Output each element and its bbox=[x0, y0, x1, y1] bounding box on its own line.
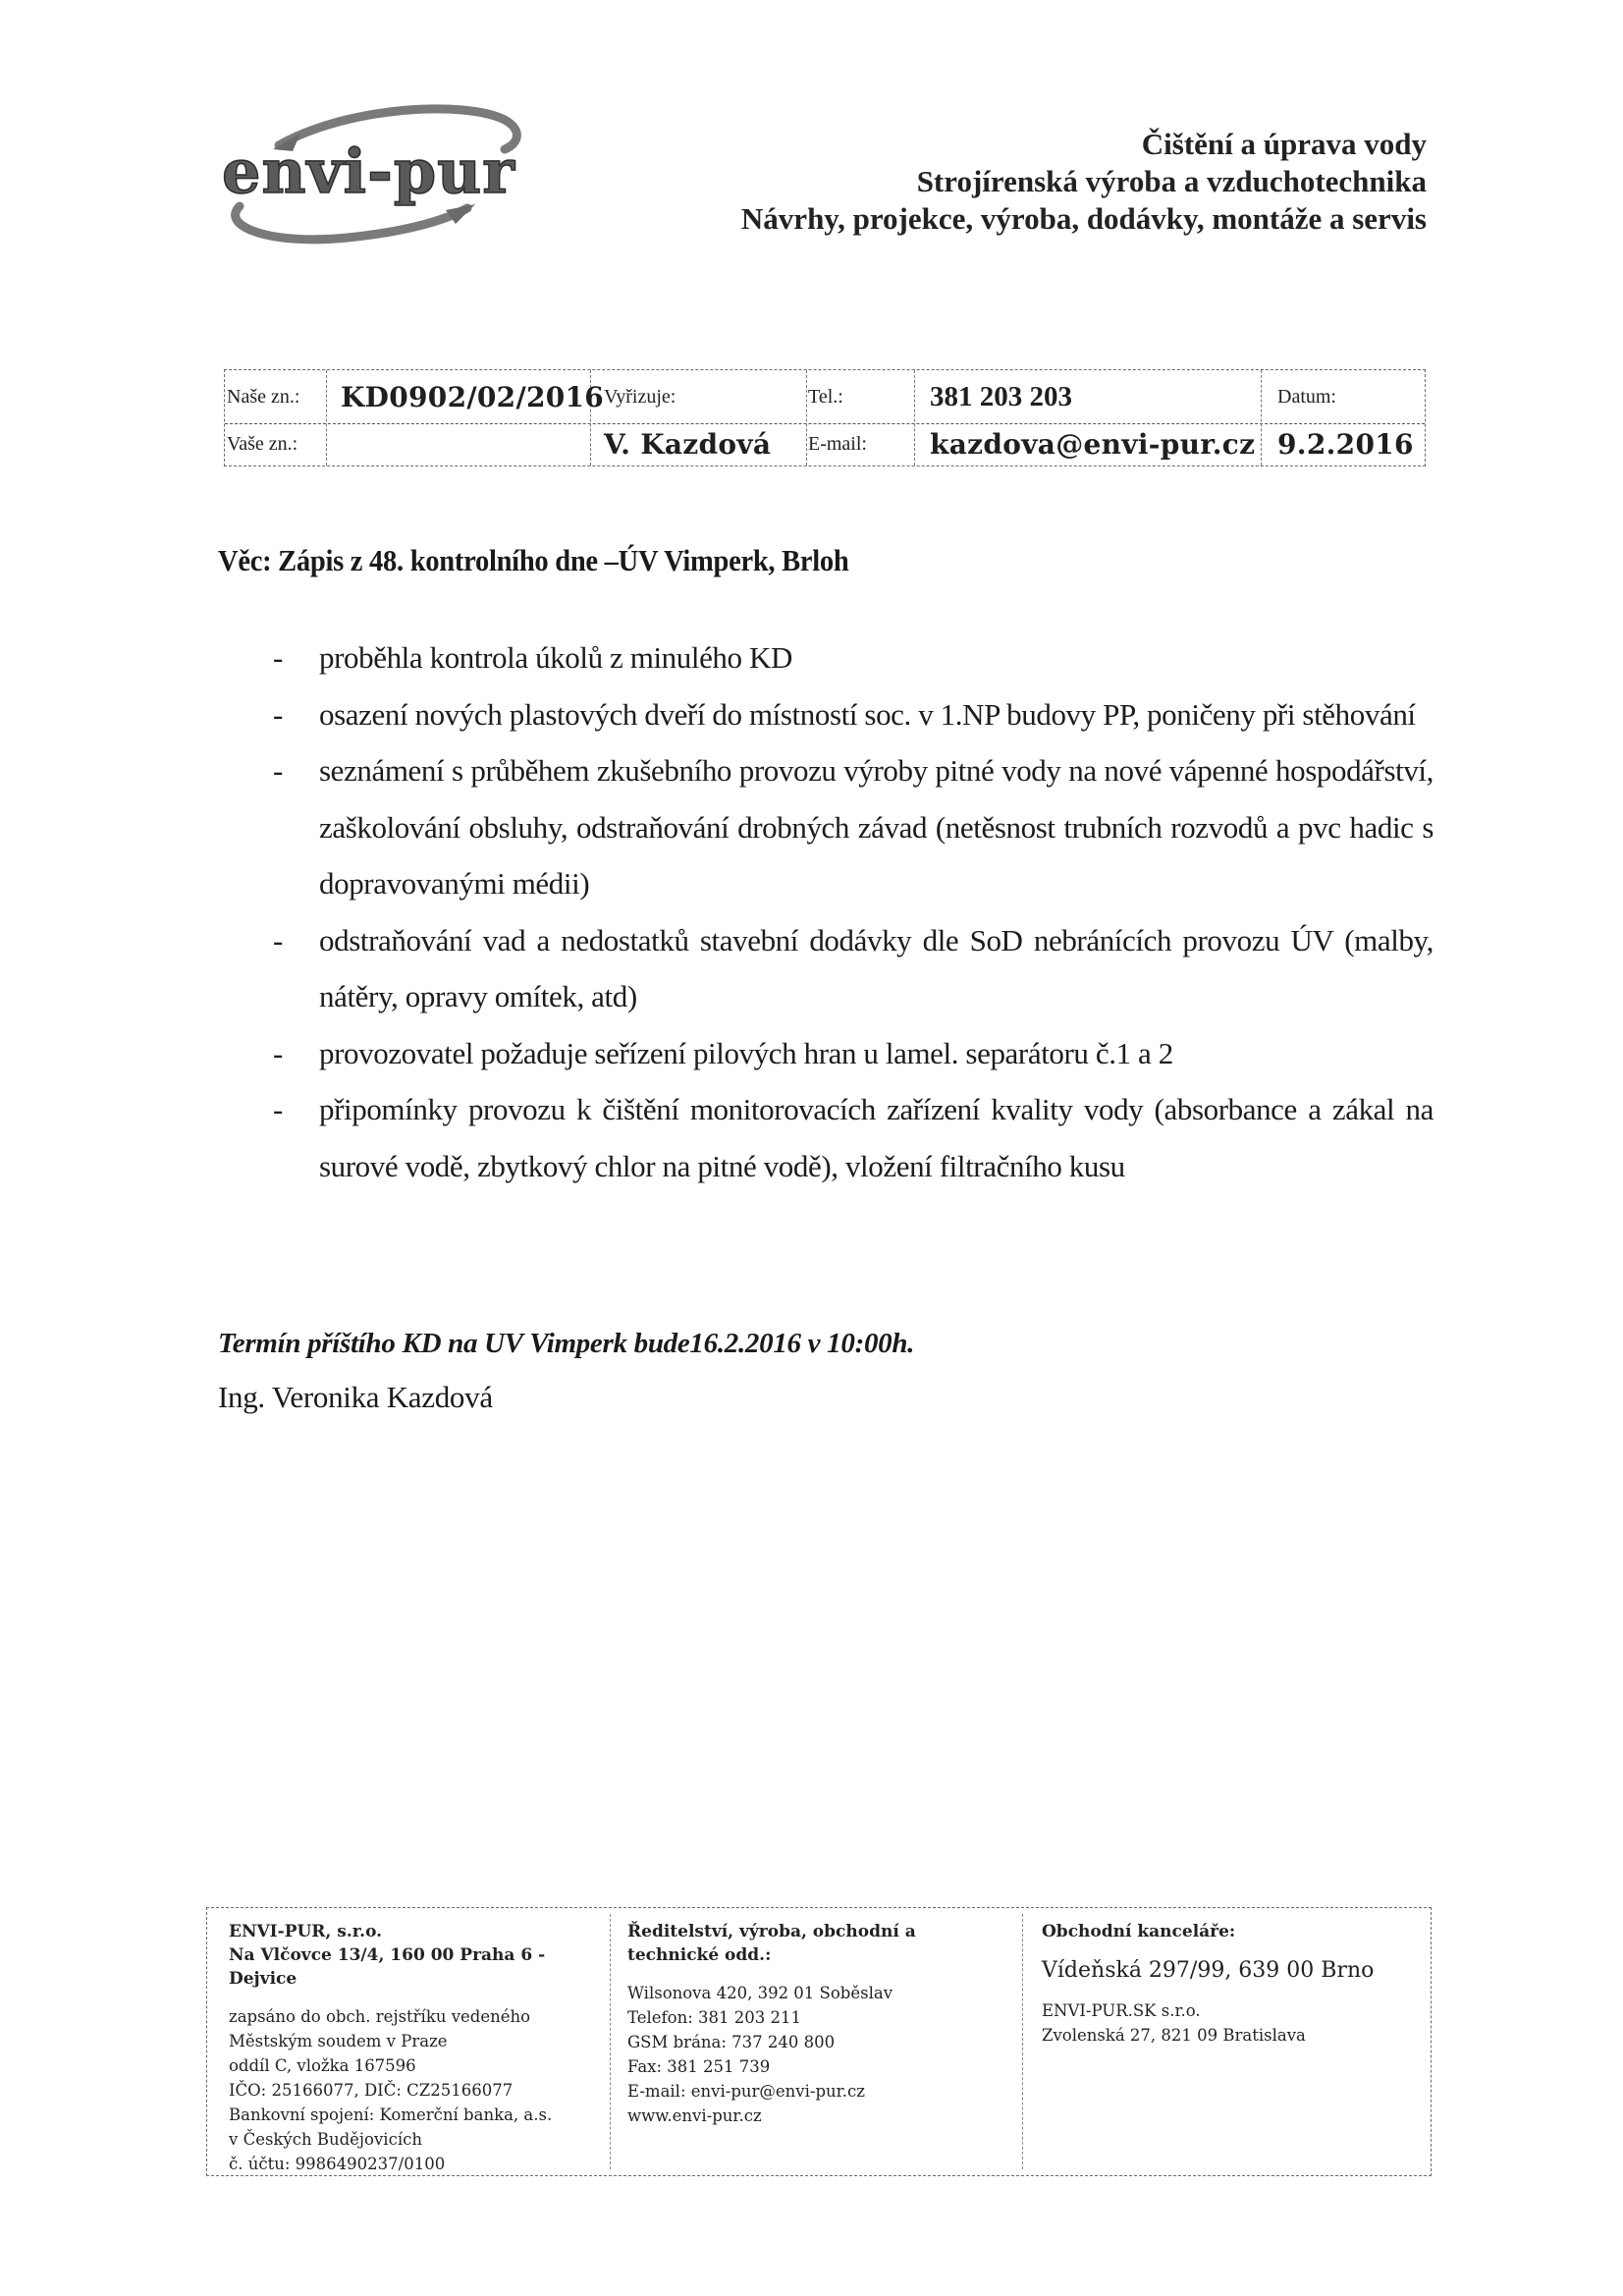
footer-line: Telefon: 381 203 211 bbox=[627, 2008, 801, 2027]
column-divider bbox=[1261, 370, 1262, 465]
bullet-dash: - bbox=[273, 640, 283, 675]
footer-line: Bankovní spojení: Komerční banka, a.s. bbox=[229, 2105, 553, 2124]
footer-line: Zvolenská 27, 821 09 Bratislava bbox=[1042, 2026, 1306, 2045]
handled-by-label: Vyřizuje: bbox=[604, 385, 676, 408]
our-ref-label: Naše zn.: bbox=[227, 385, 300, 408]
footer-line: Fax: 381 251 739 bbox=[627, 2057, 771, 2076]
email-label: E-mail: bbox=[808, 433, 867, 455]
tagline: Návrhy, projekce, výroba, dodávky, montáže a servis bbox=[740, 201, 1427, 236]
our-ref-value: KD0902/02/2016 bbox=[341, 380, 605, 413]
column-divider bbox=[326, 370, 327, 465]
footer-line: oddíl C, vložka 167596 bbox=[229, 2056, 416, 2075]
minutes-list bbox=[265, 629, 1434, 1194]
footer-line: IČO: 25166077, DIČ: CZ25166077 bbox=[229, 2081, 514, 2100]
footer-heading: Dejvice bbox=[229, 1969, 298, 1989]
next-meeting-note: Termín příštího KD na UV Vimperk bude16.2.2016 v 10:00h. bbox=[218, 1328, 915, 1359]
handled-by-value: V. Kazdová bbox=[604, 428, 772, 461]
bullet-dash: - bbox=[273, 1035, 283, 1070]
column-divider bbox=[806, 370, 807, 465]
footer-heading: ENVI-PUR, s.r.o. bbox=[229, 1922, 383, 1941]
list-item: - provozovatel požaduje seřízení pilových hran u lamel. separátoru č.1 a 2 bbox=[265, 1025, 1434, 1082]
footer-line: č. účtu: 9986490237/0100 bbox=[229, 2155, 446, 2173]
footer-brno-address: Vídeňská 297/99, 639 00 Brno bbox=[1042, 1958, 1375, 1983]
reference-table bbox=[224, 369, 1426, 466]
footer-line: E-mail: envi-pur@envi-pur.cz bbox=[627, 2082, 865, 2101]
footer-line: zapsáno do obch. rejstříku vedeného bbox=[229, 2007, 531, 2026]
logo-text: envi-pur bbox=[222, 136, 515, 207]
signer-name: Ing. Veronika Kazdová bbox=[218, 1380, 493, 1414]
header-taglines bbox=[741, 126, 1427, 238]
list-item: - osazení nových plastových dveří do místností soc. v 1.NP budovy PP, poničeny při stěhování bbox=[265, 686, 1434, 743]
email-value: kazdova@envi-pur.cz bbox=[930, 428, 1256, 461]
your-ref-label: Vaše zn.: bbox=[227, 433, 298, 455]
tel-value: 381 203 203 bbox=[930, 380, 1072, 412]
footer-heading: Obchodní kanceláře: bbox=[1042, 1922, 1236, 1941]
column-divider bbox=[914, 370, 915, 465]
footer-line: Wilsonova 420, 392 01 Soběslav bbox=[627, 1984, 893, 2002]
bullet-dash: - bbox=[273, 753, 283, 788]
footer-heading: Na Vlčovce 13/4, 160 00 Praha 6 - bbox=[229, 1945, 546, 1965]
footer-line: ENVI-PUR.SK s.r.o. bbox=[1042, 2001, 1201, 2020]
list-item: - připomínky provozu k čištění monitorovacích zařízení kvality vody (absorbance a zákal na surové vodě, zbytkový chlor na pitné vodě), vložení filtračního kusu bbox=[265, 1081, 1434, 1194]
company-footer bbox=[206, 1907, 1432, 2176]
tagline: Strojírenská výroba a vzduchotechnika bbox=[916, 164, 1427, 198]
list-item: - proběhla kontrola úkolů z minulého KD bbox=[265, 629, 1434, 686]
footer-line: www.envi-pur.cz bbox=[627, 2106, 762, 2125]
bullet-dash: - bbox=[273, 1092, 283, 1126]
column-divider bbox=[1022, 1914, 1023, 2169]
footer-line: Městským soudem v Praze bbox=[229, 2032, 448, 2050]
bullet-dash: - bbox=[273, 696, 283, 732]
bullet-dash: - bbox=[273, 922, 283, 957]
footer-heading: technické odd.: bbox=[627, 1945, 772, 1965]
company-logo bbox=[210, 98, 554, 246]
date-value: 9.2.2016 bbox=[1277, 428, 1414, 461]
tagline: Čištění a úprava vody bbox=[1141, 127, 1427, 161]
list-item: - odstraňování vad a nedostatků stavební dodávky dle SoD nebránících provozu ÚV (malby, nátěry, opravy omítek, atd) bbox=[265, 912, 1434, 1025]
footer-line: v Českých Budějovicích bbox=[229, 2130, 422, 2149]
column-divider bbox=[610, 1914, 611, 2169]
tel-label: Tel.: bbox=[808, 385, 843, 408]
footer-registered-office bbox=[229, 1920, 602, 2176]
date-label: Datum: bbox=[1277, 385, 1336, 408]
footer-heading: Ředitelství, výroba, obchodní a bbox=[627, 1922, 916, 1941]
footer-sales-offices bbox=[1042, 1920, 1425, 2048]
subject-line: Věc: Zápis z 48. kontrolního dne –ÚV Vimperk, Brloh bbox=[218, 543, 849, 577]
footer-line: GSM brána: 737 240 800 bbox=[627, 2033, 836, 2051]
list-item: - seznámení s průběhem zkušebního provozu výroby pitné vody na nové vápenné hospodářství, zaškolování obsluhy, odstraňování drobných závad (netěsnost trubních rozvodů a pvc hadic s dopravovanými médii) bbox=[265, 742, 1434, 912]
footer-headquarters bbox=[627, 1920, 1010, 2128]
